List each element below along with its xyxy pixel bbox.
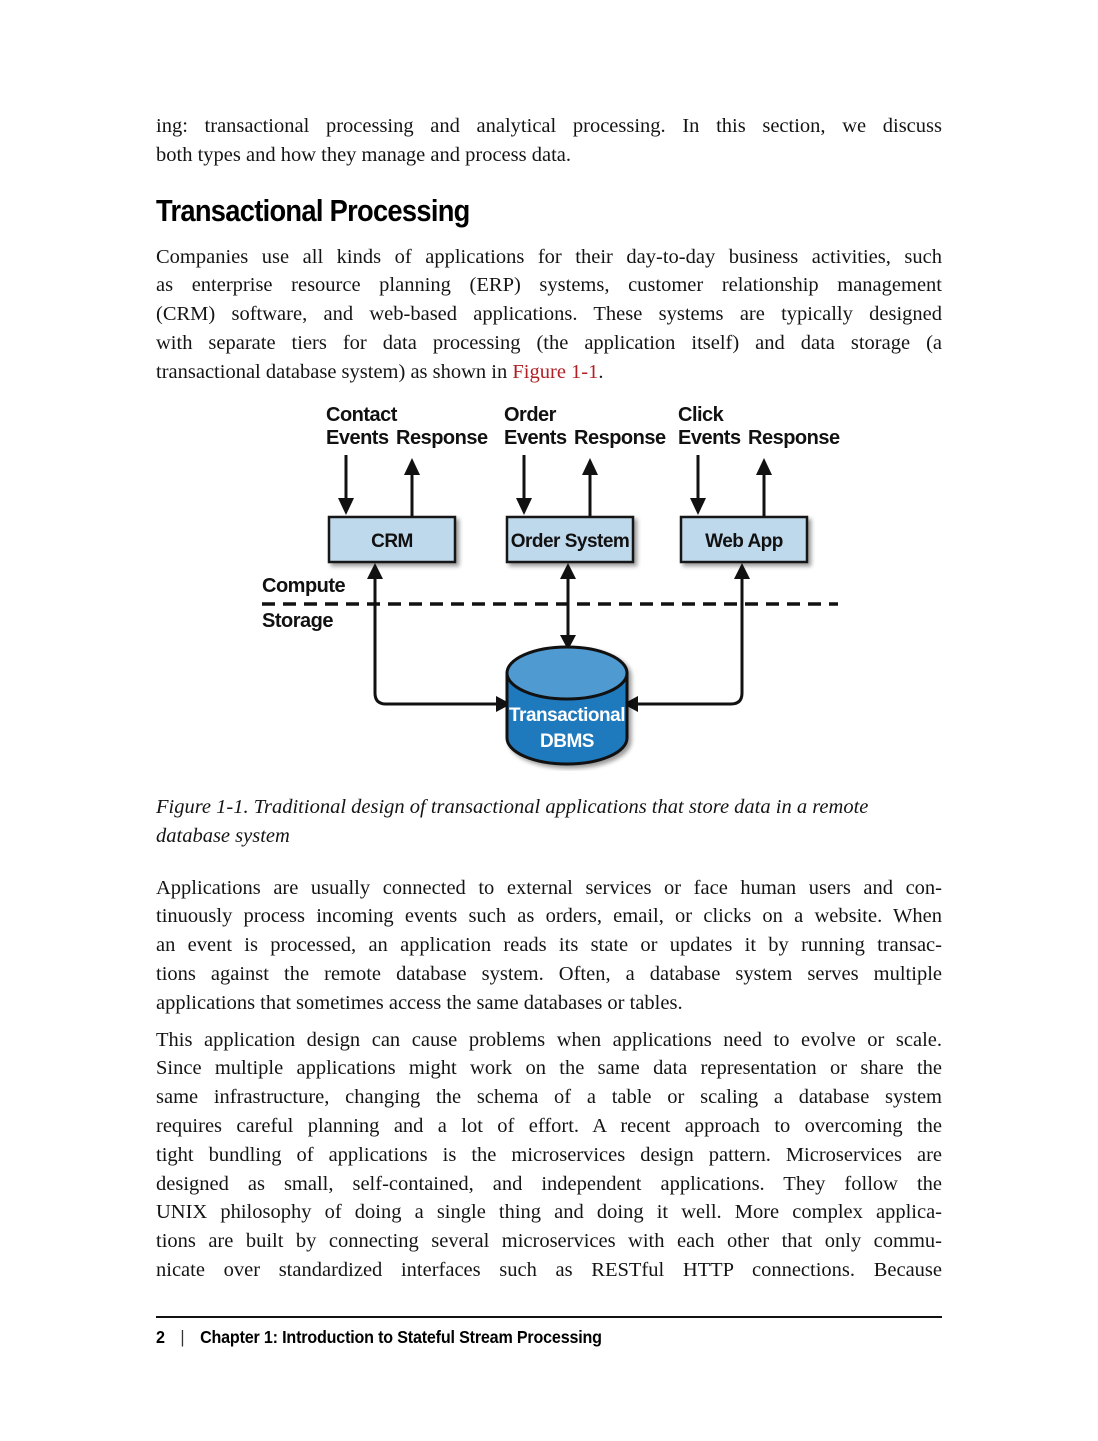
text-line: requires careful planning and a lot of effort. A recent approach to overcoming the [156, 1114, 942, 1137]
text-line: an event is processed, an application reads its state or updates it by running transac- [156, 934, 942, 957]
text-line: tinuously process incoming events such as orders, email, or clicks on a website. When [156, 905, 942, 928]
up-arrowhead-icon [734, 563, 750, 579]
text-line: nicate over standardized interfaces such as RESTful HTTP connections. Because [156, 1258, 942, 1281]
web-app-box-label: Web App [705, 530, 783, 552]
text-line: Applications are usually connected to external services or face human users and con- [156, 876, 942, 899]
figure-caption [156, 793, 942, 851]
dbms-label-line2: DBMS [540, 730, 594, 752]
text-before-link: transactional database system) as shown in [156, 360, 513, 383]
down-arrowhead-icon [516, 498, 532, 515]
text-line: database system [156, 824, 290, 847]
section-heading: Transactional Processing [156, 192, 470, 228]
cylinder-top [507, 647, 627, 699]
intro-paragraph [156, 112, 942, 170]
footer-separator: | [180, 1327, 185, 1347]
up-arrowhead-icon [560, 563, 576, 579]
up-arrowhead-icon [756, 458, 772, 475]
text-line: tions are built by connecting several microservices with each other that only commu- [156, 1230, 942, 1253]
crm-box-label: CRM [371, 530, 413, 552]
text-line: same infrastructure, changing the schema of a table or scaling a database system [156, 1086, 942, 1109]
page-number: 2 [156, 1327, 165, 1347]
crm-to-dbms-connector [375, 577, 496, 704]
text-line: Since multiple applications might work on the same data representation or share the [156, 1057, 942, 1080]
order-response-label: Response [574, 426, 666, 449]
text-line: tions against the remote database system. Often, a database system serves multiple [156, 962, 942, 985]
down-arrowhead-icon [690, 498, 706, 515]
webapp-to-dbms-connector [638, 577, 742, 704]
compute-label: Compute [262, 574, 346, 597]
transactional-dbms-cylinder [507, 647, 627, 764]
crm-response-label: Response [396, 426, 488, 449]
down-arrowhead-icon [338, 498, 354, 515]
text-line: tight bundling of applications is the microservices design pattern. Microservices are [156, 1143, 942, 1166]
figure-1-1-link[interactable]: Figure 1-1 [512, 360, 599, 383]
footer-rule [156, 1316, 942, 1318]
contact-events-label-line1: Contact [326, 403, 397, 426]
chapter-title: Chapter 1: Introduction to Stateful Stream Processing [200, 1327, 602, 1347]
text-line: with separate tiers for data processing (the application itself) and data storage (a [156, 331, 942, 354]
text-line: UNIX philosophy of doing a single thing and doing it well. More complex applica- [156, 1201, 942, 1224]
text-line: ing: transactional processing and analytical processing. In this section, we discuss [156, 115, 942, 137]
diagram-column-crm [326, 404, 511, 712]
page-footer [156, 1316, 942, 1348]
footer-row [156, 1327, 879, 1348]
up-arrowhead-icon [367, 563, 383, 579]
diagram-column-web-app [623, 404, 840, 712]
text-line: both types and how they manage and process data. [156, 143, 572, 166]
page-content [156, 0, 942, 1285]
text-line: as enterprise resource planning (ERP) systems, customer relationship management [156, 274, 942, 297]
text-line: applications that sometimes access the same databases or tables. [156, 991, 683, 1014]
text-line: Companies use all kinds of applications for their day-to-day business activities, such [156, 245, 942, 268]
order-events-label-line1: Order [504, 403, 556, 426]
storage-label: Storage [262, 609, 333, 632]
figure-1-1-diagram [156, 399, 942, 776]
up-arrowhead-icon [404, 458, 420, 475]
paragraph-design-problems [156, 1026, 942, 1285]
diagram-column-order-system [504, 404, 666, 650]
paragraph-transactional-intro-lastline [156, 358, 942, 387]
text-line: Figure 1-1. Traditional design of transactional applications that store data in a remote [156, 795, 869, 818]
diagram-canvas [156, 399, 942, 771]
webapp-response-label: Response [748, 426, 840, 449]
click-events-label-line1: Click [678, 403, 724, 426]
paragraph-transactional-intro [156, 243, 942, 358]
text-line: This application design can cause problems when applications need to evolve or scale. [156, 1028, 942, 1051]
contact-events-label-line2: Events [326, 426, 389, 449]
text-line: (CRM) software, and web-based applications. These systems are typically designed [156, 303, 942, 326]
order-system-box-label: Order System [510, 530, 630, 552]
text-line: designed as small, self-contained, and independent applications. They follow the [156, 1172, 942, 1195]
text-after-link: . [598, 360, 604, 383]
up-arrowhead-icon [582, 458, 598, 475]
click-events-label-line2: Events [678, 426, 741, 449]
dbms-label-line1: Transactional [509, 704, 625, 726]
order-events-label-line2: Events [504, 426, 567, 449]
paragraph-applications [156, 874, 942, 1018]
